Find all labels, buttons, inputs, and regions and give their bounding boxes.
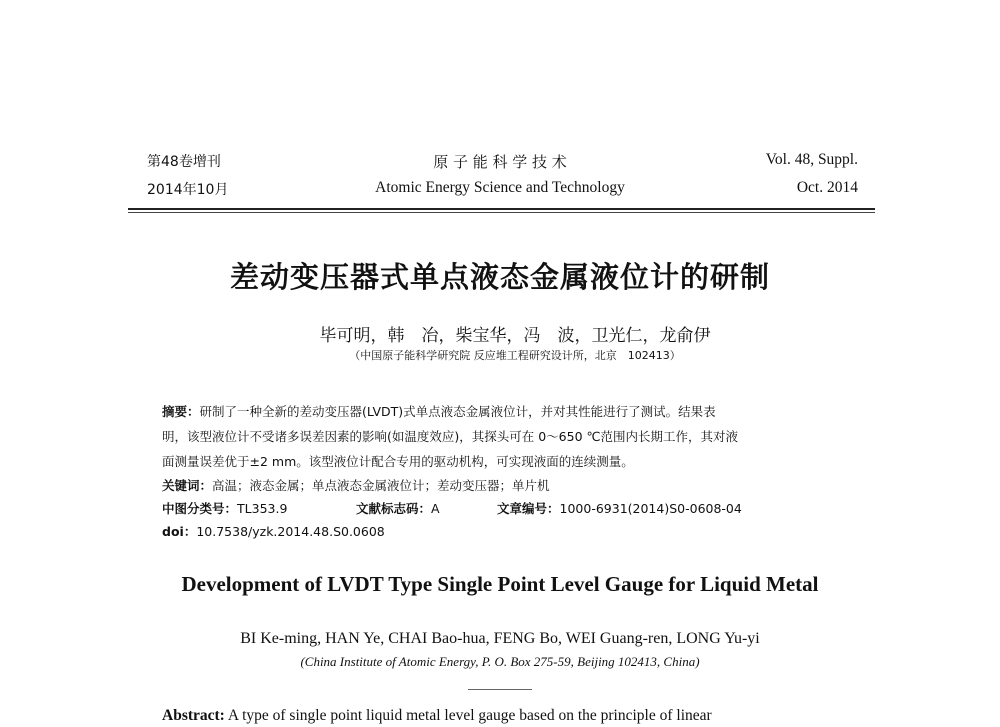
article-number-value: 1000-6931(2014)S0-0608-04: [559, 501, 742, 516]
doi-value: 10.7538/yzk.2014.48.S0.0608: [196, 524, 385, 539]
doc-code-value: A: [431, 501, 440, 516]
authors-cn: 毕可明，韩 冶，柴宝华，冯 波，卫光仁，龙俞伊: [319, 326, 711, 346]
classification-label: 中图分类号：: [162, 501, 238, 516]
date-cn: 2014年10月: [147, 182, 229, 198]
header-rule-thin: [128, 212, 875, 213]
date-en: Oct. 2014: [796, 179, 858, 196]
abstract-cn-line-3: 面测量误差优于±2 mm。该型液位计配合专用的驱动机构，可实现液面的连续测量。: [162, 454, 634, 469]
abstract-cn-line-1: [162, 402, 716, 420]
classification: [162, 499, 287, 517]
separator-rule: [468, 689, 532, 690]
abstract-en-label: Abstract:: [162, 707, 225, 724]
keywords-value: 高温；液态金属；单点液态金属液位计；差动变压器；单片机: [212, 478, 550, 493]
abstract-cn-line-2: 明，该型液位计不受诸多误差因素的影响(如温度效应)，其探头可在 0～650 ℃范围内长期工作，其对液: [162, 429, 739, 444]
volume-en: Vol. 48, Suppl.: [765, 151, 858, 168]
article-number: [497, 499, 742, 517]
affiliation-en: (China Institute of Atomic Energy, P. O. Box 275-59, Beijing 102413, China): [300, 654, 700, 669]
journal-name-cn: 原 子 能 科 学 技 术: [433, 153, 567, 171]
abstract-cn-text: 研制了一种全新的差动变压器(LVDT)式单点液态金属液位计，并对其性能进行了测试。结果表: [199, 404, 716, 419]
journal-name-en: Atomic Energy Science and Technology: [375, 179, 625, 196]
abstract-cn-label: 摘要：: [162, 404, 200, 419]
affiliation-cn: （中国原子能科学研究院 反应堆工程研究设计所，北京 102413）: [349, 349, 681, 362]
classification-value: TL353.9: [237, 501, 288, 516]
doi: [162, 522, 385, 540]
doc-code-label: 文献标志码：: [356, 501, 432, 516]
doc-code: [356, 499, 440, 517]
doi-label: doi：: [162, 524, 197, 539]
abstract-en: [162, 707, 712, 725]
title-en: Development of LVDT Type Single Point Level Gauge for Liquid Metal: [181, 572, 819, 596]
keywords: [162, 476, 550, 494]
keywords-label: 关键词：: [162, 478, 213, 493]
header-rule: [128, 208, 875, 210]
volume-cn: 第48卷增刊: [147, 154, 221, 170]
abstract-en-text: A type of single point liquid metal level gauge based on the principle of linear: [224, 707, 712, 724]
title-cn: 差动变压器式单点液态金属液位计的研制: [229, 260, 770, 294]
authors-en: BI Ke-ming, HAN Ye, CHAI Bao-hua, FENG Bo, WEI Guang-ren, LONG Yu-yi: [240, 630, 760, 647]
article-number-label: 文章编号：: [497, 501, 560, 516]
